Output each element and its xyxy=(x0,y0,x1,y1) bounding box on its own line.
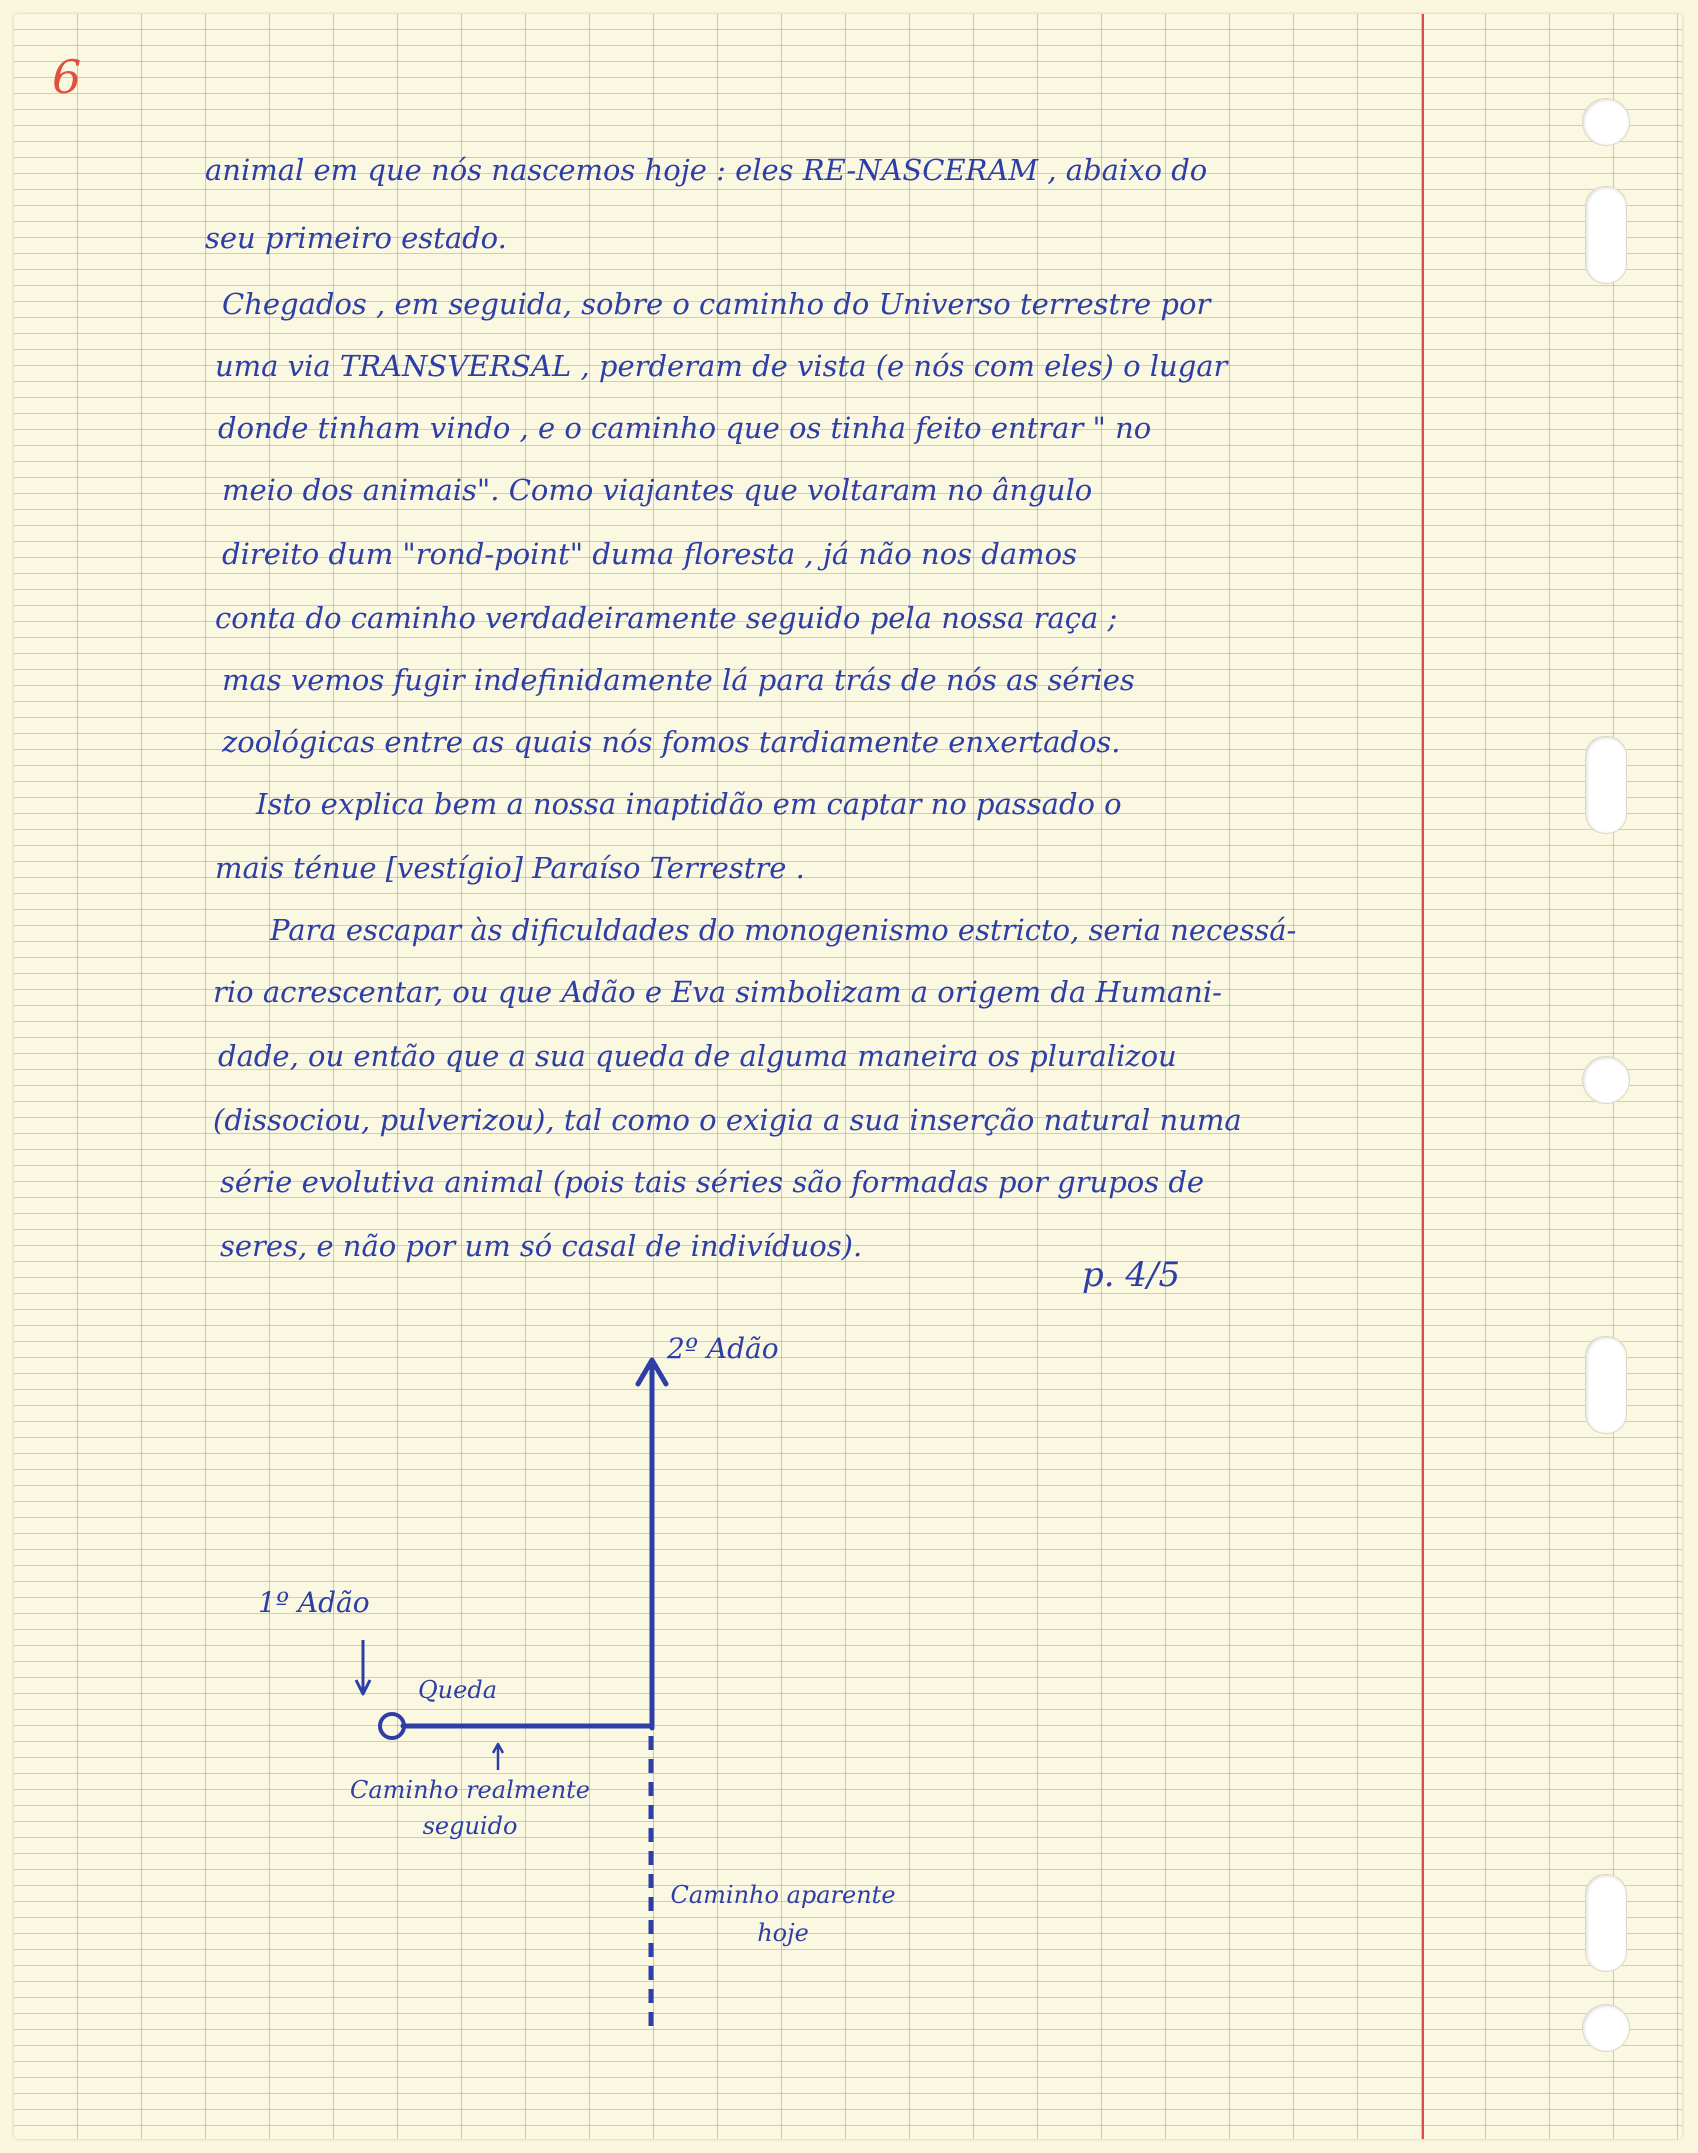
text-line: (dissociou, pulverizou), tal como o exigia a sua inserção natural numa xyxy=(213,1103,1242,1137)
text-line: conta do caminho verdadeiramente seguido pela nossa raça ; xyxy=(215,601,1118,635)
text-line: mais ténue [vestígio] Paraíso Terrestre . xyxy=(215,851,805,885)
text-line: uma via TRANSVERSAL , perderam de vista (e nós com eles) o lugar xyxy=(215,349,1228,383)
real-path-label: Caminho realmente seguido xyxy=(349,1776,591,1840)
text-line: Isto explica bem a nossa inaptidão em captar no passado o xyxy=(256,787,1122,821)
first-adam-label: 1º Adão xyxy=(258,1586,370,1619)
text-line: Para escapar às dificuldades do monogenismo estricto, seria necessá- xyxy=(270,913,1297,947)
second-adam-label: 2º Adão xyxy=(667,1332,779,1365)
text-line: direito dum "rond-point" duma floresta , já não nos damos xyxy=(222,537,1077,571)
text-line: animal em que nós nascemos hoje : eles RE-NASCERAM , abaixo do xyxy=(205,153,1208,187)
text-line: donde tinham vindo , e o caminho que os tinha feito entrar " no xyxy=(218,411,1152,445)
text-line: rio acrescentar, ou que Adão e Eva simbolizam a origem da Humani- xyxy=(213,975,1222,1009)
text-line: seres, e não por um só casal de indivíduos). xyxy=(220,1229,863,1263)
text-line: meio dos animais". Como viajantes que voltaram no ângulo xyxy=(222,473,1093,507)
apparent-path-label: Caminho aparente hoje xyxy=(670,1881,896,1947)
text-line: dade, ou então que a sua queda de alguma maneira os pluralizou xyxy=(218,1039,1177,1073)
page-number: 6 xyxy=(52,50,82,104)
text-line: seu primeiro estado. xyxy=(205,221,507,255)
text-line: mas vemos fugir indefinidamente lá para trás de nós as séries xyxy=(222,663,1135,697)
text-line: série evolutiva animal (pois tais séries são formadas por grupos de xyxy=(220,1165,1205,1199)
fall-label: Queda xyxy=(418,1676,498,1704)
text-line: zoológicas entre as quais nós fomos tardiamente enxertados. xyxy=(222,725,1121,759)
text-line: Chegados , em seguida, sobre o caminho do Universo terrestre por xyxy=(222,287,1211,321)
origin-circle xyxy=(380,1714,404,1738)
page-reference: p. 4/5 xyxy=(1082,1255,1181,1295)
